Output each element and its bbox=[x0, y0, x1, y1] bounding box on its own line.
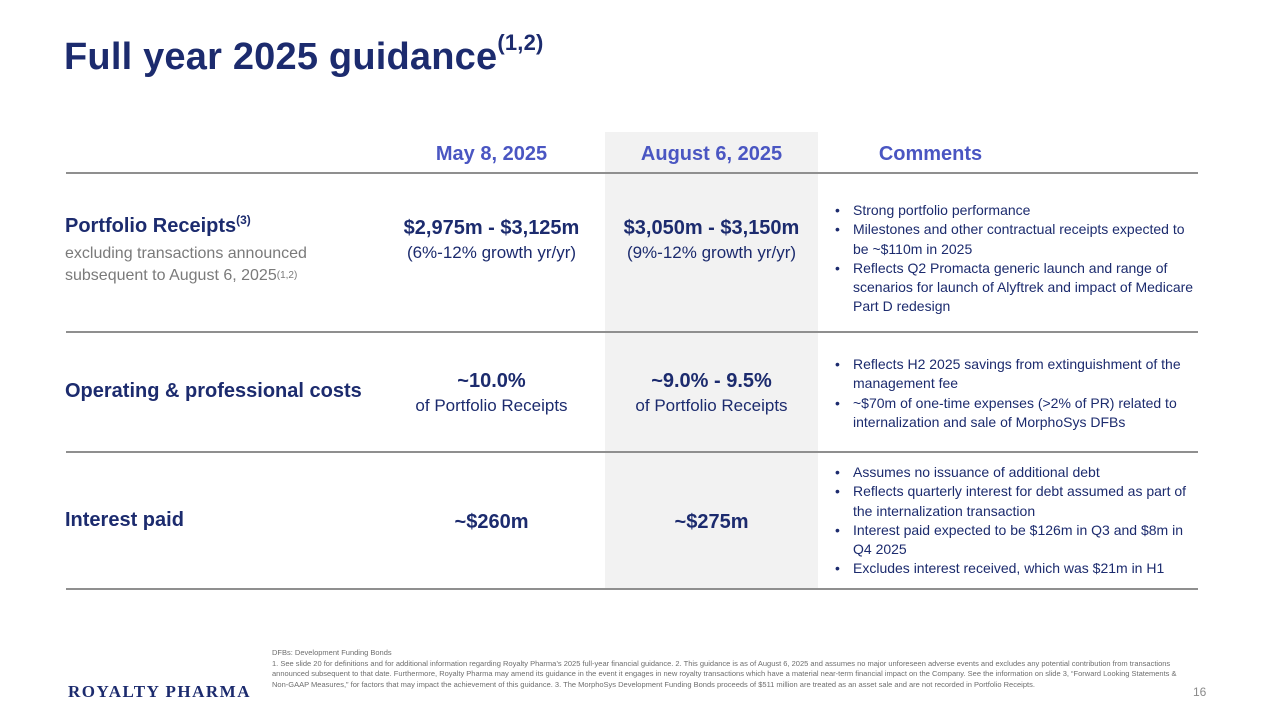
column-header-may: May 8, 2025 bbox=[435, 143, 548, 165]
row-label-operating-costs: Operating & professional costs bbox=[65, 380, 362, 402]
value-range: $3,050m - $3,150m bbox=[623, 217, 800, 239]
value-range: ~$260m bbox=[454, 511, 529, 533]
page-number: 16 bbox=[1193, 685, 1207, 699]
value-range: ~$275m bbox=[674, 511, 749, 533]
comment-item: • Reflects H2 2025 savings from extinguishment of the management fee bbox=[830, 355, 1202, 394]
row-label-interest-paid: Interest paid bbox=[65, 509, 184, 531]
comment-item: • Assumes no issuance of additional debt bbox=[830, 463, 1202, 482]
value-range: ~10.0% bbox=[457, 370, 526, 392]
row-sublabel-footnote-ref: (1,2) bbox=[276, 270, 298, 281]
comment-item: • Interest paid expected to be $126m in Q3 and $8m in Q4 2025 bbox=[830, 521, 1202, 560]
value-august-interest-paid bbox=[605, 509, 818, 535]
value-detail: of Portfolio Receipts bbox=[415, 396, 568, 415]
row-sublabel-line: excluding transactions announced bbox=[65, 245, 307, 262]
comment-item: • Reflects quarterly interest for debt assumed as part of the internalization transaction bbox=[830, 482, 1202, 521]
value-range: $2,975m - $3,125m bbox=[403, 217, 580, 239]
value-may-portfolio-receipts bbox=[385, 215, 598, 265]
column-header-comments: Comments bbox=[878, 143, 983, 165]
header-divider bbox=[66, 172, 1198, 174]
row-sublabel-line: subsequent to August 6, 2025 bbox=[65, 267, 277, 284]
footnote-text: 1. See slide 20 for definitions and for additional information regarding Royalty Pharma’s 2025 full-year financial guidance. 2. This guidance is as of August 6, 2025 and assumes no major unforeseen adverse events and excludes any potential contribution from transactions announced subsequent to that date. Furthermore, Royalty Pharma may amend its guidance in the event it engages in new royalty transactions which have a material near-term financial impact on the Company. See the information on slide 3, “Forward Looking Statements & Non-GAAP Measures,” for factors that may impact the achievement of this guidance. 3. The MorphoSys Development Funding Bonds proceeds of $511 million are treated as an asset sale and are not recorded in Portfolio Receipts. bbox=[272, 658, 1177, 689]
value-may-operating-costs bbox=[385, 368, 598, 418]
table-bottom-divider bbox=[66, 588, 1198, 590]
page-title-footnote-ref: (1,2) bbox=[497, 30, 544, 55]
value-may-interest-paid bbox=[385, 509, 598, 535]
comments-operating-costs bbox=[830, 355, 1202, 432]
row-sublabel-portfolio-receipts bbox=[65, 243, 365, 287]
comment-item: • Reflects Q2 Promacta generic launch and range of scenarios for launch of Alyftrek and impact of Medicare Part D redesign bbox=[830, 259, 1202, 317]
company-logo bbox=[68, 682, 251, 702]
row-label-text: Portfolio Receipts bbox=[65, 215, 237, 237]
row-divider bbox=[66, 451, 1198, 453]
value-range: ~9.0% - 9.5% bbox=[651, 370, 772, 392]
footnotes bbox=[272, 648, 1190, 690]
value-august-portfolio-receipts bbox=[605, 215, 818, 265]
page-title bbox=[64, 30, 544, 79]
logo-text: ROYALTY PHARMA bbox=[68, 682, 251, 701]
footnote-abbreviation: DFBs: Development Funding Bonds bbox=[272, 648, 392, 657]
comment-item: • ~$70m of one-time expenses (>2% of PR) related to internalization and sale of MorphoSys DFBs bbox=[830, 394, 1202, 433]
comment-item: • Excludes interest received, which was $21m in H1 bbox=[830, 559, 1202, 578]
comments-portfolio-receipts bbox=[830, 201, 1202, 317]
page-title-text: Full year 2025 guidance bbox=[64, 36, 498, 78]
column-header-august: August 6, 2025 bbox=[640, 143, 783, 165]
row-label-portfolio-receipts bbox=[65, 215, 251, 238]
comment-item: • Strong portfolio performance bbox=[830, 201, 1202, 220]
value-august-operating-costs bbox=[605, 368, 818, 418]
value-detail: (6%-12% growth yr/yr) bbox=[406, 243, 577, 262]
value-detail: (9%-12% growth yr/yr) bbox=[626, 243, 797, 262]
comment-item: • Milestones and other contractual receipts expected to be ~$110m in 2025 bbox=[830, 220, 1202, 259]
row-label-footnote-ref: (3) bbox=[236, 213, 251, 227]
comments-interest-paid bbox=[830, 463, 1202, 579]
value-detail: of Portfolio Receipts bbox=[635, 396, 788, 415]
row-divider bbox=[66, 331, 1198, 333]
